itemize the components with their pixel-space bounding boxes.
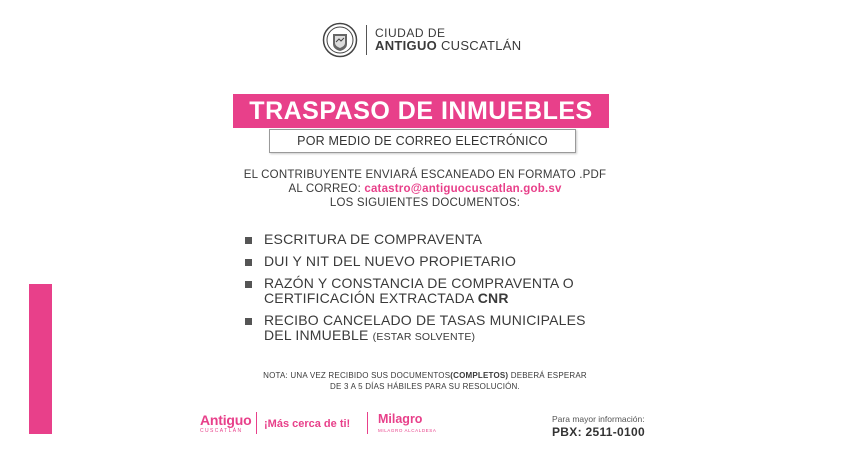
milagro-logo xyxy=(378,413,436,433)
list-item xyxy=(245,313,665,345)
city-name-bold: ANTIGUO xyxy=(375,38,438,54)
city-seal-icon xyxy=(322,22,358,58)
document-text-bold: CNR xyxy=(477,290,509,306)
intro-line1: EL CONTRIBUYENTE ENVIARÁ ESCANEADO EN FORMATO .PDF xyxy=(243,169,607,181)
document-text-small: (ESTAR SOLVENTE) xyxy=(372,331,476,343)
note-line1 xyxy=(235,370,615,381)
city-line2 xyxy=(375,39,521,53)
page-title: TRASPASO DE INMUEBLES xyxy=(233,94,609,128)
footer-divider xyxy=(367,412,368,434)
antiguo-logo-subtext: CUSCATLÁN xyxy=(200,428,243,434)
note-bold: (COMPLETOS) xyxy=(450,371,509,380)
antiguo-logo-text: Antiguo xyxy=(200,412,252,428)
document-text: ESCRITURA DE COMPRAVENTA xyxy=(264,231,483,247)
milagro-logo-subtext: MILAGRO ALCALDESA xyxy=(378,428,437,433)
note-suffix: DEBERÁ ESPERAR xyxy=(508,371,587,380)
document-text-line2-main: CERTIFICACIÓN EXTRACTADA xyxy=(264,290,478,306)
city-name-rest: CUSCATLÁN xyxy=(437,38,522,54)
document-list xyxy=(245,232,665,352)
document-text xyxy=(264,313,586,345)
square-bullet-icon xyxy=(245,259,252,266)
square-bullet-icon xyxy=(245,237,252,244)
list-item xyxy=(245,232,665,247)
document-text-line2-main: DEL INMUEBLE xyxy=(264,327,373,343)
document-text-line2 xyxy=(264,328,586,345)
milagro-logo-text: Milagro xyxy=(378,412,423,426)
note-line2: DE 3 A 5 DÍAS HÁBILES PARA SU RESOLUCIÓN. xyxy=(330,382,520,391)
intro-line3: LOS SIGUIENTES DOCUMENTOS: xyxy=(329,197,521,209)
city-logo xyxy=(322,22,521,58)
info-label: Para mayor información: xyxy=(552,414,645,424)
note-text xyxy=(235,370,615,392)
city-name xyxy=(375,27,521,53)
square-bullet-icon xyxy=(245,281,252,288)
note-prefix: NOTA: UNA VEZ RECIBIDO SUS DOCUMENTOS xyxy=(263,371,451,380)
phone-number: PBX: 2511-0100 xyxy=(552,425,645,439)
document-text xyxy=(264,276,574,306)
document-text-line1: RAZÓN Y CONSTANCIA DE COMPRAVENTA O xyxy=(264,275,574,291)
city-line1: CIUDAD DE xyxy=(375,25,446,40)
intro-line2-prefix: AL CORREO: xyxy=(288,183,365,195)
footer-divider xyxy=(256,412,257,434)
document-text-line1: RECIBO CANCELADO DE TASAS MUNICIPALES xyxy=(264,312,586,328)
list-item xyxy=(245,254,665,269)
document-text-line2 xyxy=(264,291,574,306)
contact-info xyxy=(552,414,645,439)
intro-text xyxy=(200,168,650,210)
square-bullet-icon xyxy=(245,318,252,325)
list-item xyxy=(245,276,665,306)
antiguo-logo xyxy=(200,413,251,434)
slogan: ¡Más cerca de ti! xyxy=(264,418,351,430)
pink-side-bar xyxy=(29,284,52,434)
intro-line2 xyxy=(200,182,650,196)
document-text: DUI Y NIT DEL NUEVO PROPIETARIO xyxy=(264,253,517,269)
email-address: catastro@antiguocuscatlan.gob.sv xyxy=(364,183,562,195)
header-divider xyxy=(366,25,367,55)
page-subtitle: POR MEDIO DE CORREO ELECTRÓNICO xyxy=(269,129,576,153)
